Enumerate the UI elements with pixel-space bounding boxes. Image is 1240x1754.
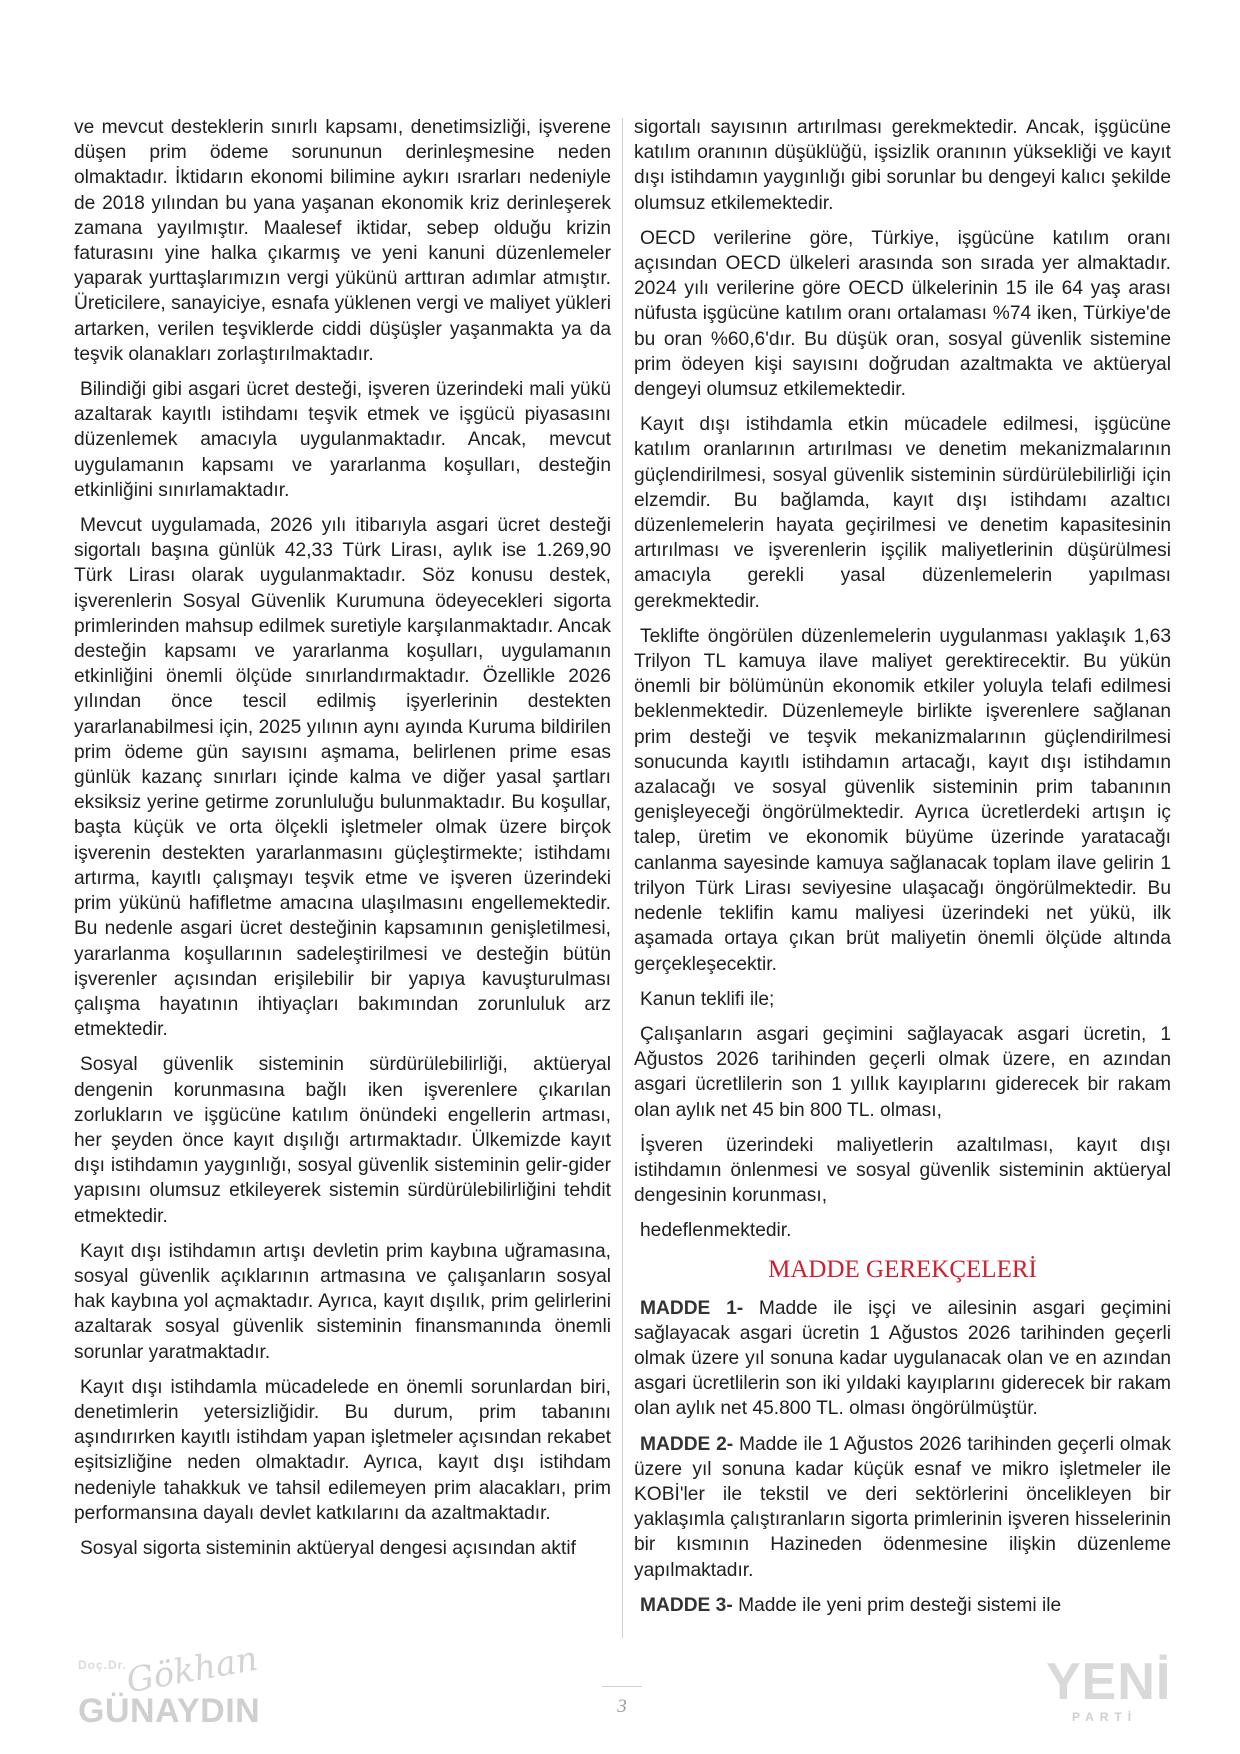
- signature-surname: GÜNAYDIN: [78, 1692, 261, 1730]
- logo-top-text: YENİ: [1046, 1653, 1172, 1711]
- paragraph: Kayıt dışı istihdamla mücadelede en önemli sorunlardan biri, denetimlerin yetersizliğidir. Bu durum, prim tabanını aşındırırken kayıtlı istihdam yapan işletmeler açısından rekabet eşitsizliğine neden olmaktadır. Ayrıca, kayıt dışı istihdam nedeniyle tahakkuk ve tahsil edilemeyen prim alacakları, prim performansına dayalı devlet katkılarını da azaltmaktadır.: [74, 1376, 611, 1524]
- party-logo: [1046, 1652, 1172, 1732]
- paragraph: Kayıt dışı istihdamla etkin mücadele edilmesi, işgücüne katılım oranlarının artırılması ve denetim mekanizmalarının güçlendirilmesi, sosyal güvenlik sisteminin sürdürülebilirliği için elzemdir. Bu bağlamda, kayıt dışı istihdamı azaltıcı düzenlemelerin hayata geçirilmesi ve denetim kapasitesinin artırılması ve işverenlerin işçilik maliyetlerinin düşürülmesi amacıyla gerekli yasal düzenlemelerin yapılması gerekmektedir.: [634, 414, 1171, 612]
- column-divider: [622, 118, 623, 1638]
- article-paragraph: [634, 1593, 1171, 1618]
- page-number: 3: [617, 1696, 627, 1717]
- paragraph: Bilindiği gibi asgari ücret desteği, işveren üzerindeki mali yükü azaltarak kayıtlı istihdamı teşvik etmek ve işgücü piyasasını düzenlemek amacıyla uygulanmaktadır. Ancak, mevcut uygulamanın kapsamı ve yararlanma koşulları, desteğin etkinliğini sınırlamaktadır.: [74, 379, 611, 501]
- paragraph: Kanun teklifi ile;: [640, 988, 775, 1010]
- signature-prefix: Doç.Dr.: [78, 1658, 128, 1672]
- paragraph: sigortalı sayısının artırılması gerekmektedir. Ancak, işgücüne katılım oranının düşüklüğü, işsizlik oranının yüksekliği ve kayıt dışı istihdamın yaygınlığı gibi sorunlar bu dengeyi kalıcı şekilde olumsuz etkilemektedir.: [634, 117, 1171, 214]
- paragraph: Mevcut uygulamada, 2026 yılı itibarıyla asgari ücret desteği sigortalı başına günlük 42,33 Türk Lirası, aylık ise 1.269,90 Türk Lirası olarak uygulanmaktadır. Söz konusu destek, işverenlerin Sosyal Güvenlik Kurumuna ödeyecekleri sigorta primlerinden mahsup edilmek suretiyle karşılanmaktadır. Ancak desteğin kapsamı ve yararlanma koşulları, uygulamanın etkinliğini önemli ölçüde sınırlandırmaktadır. Özellikle 2026 yılından önce tescil edilmiş işyerlerinin destekten yararlanabilmesi için, 2025 yılının aynı ayında Kuruma bildirilen prim ödeme gün sayısını aşmama, belirlenen prime esas günlük kazanç sınırları içinde kalma ve diğer yasal şartları eksiksiz yerine getirme zorunluluğu bulunmaktadır. Bu koşullar, başta küçük ve orta ölçekli işletmeler olmak üzere birçok işverenin destekten yararlanmasını güçleştirmekte; istihdamı artırma, kayıtlı çalışmayı teşvik etme ve işveren üzerindeki prim yükünü hafifletme amacına ulaşılmasını engellemektedir. Bu nedenle asgari ücret desteğinin kapsamının genişletilmesi, yararlanma koşullarının sadeleştirilmesi ve desteğin bütün işverenler açısından erişilebilir bir yapıya kavuşturulması çalışma hayatının ihtiyaçları bakımından zorunluluk arz etmektedir.: [74, 515, 611, 1041]
- right-column: [634, 115, 1171, 1628]
- paragraph: Sosyal güvenlik sisteminin sürdürülebilirliği, aktüeryal dengenin korunmasına bağlı iken işverenlere çıkarılan zorlukların ve işgücüne katılım önündeki engellerin artması, her şeyden önce kayıt dışılığı artırmaktadır. Ülkemizde kayıt dışı istihdamın yaygınlığı, sosyal güvenlik sisteminin gelir-gider yapısını olumsuz etkileyerek sistemin sürdürülebilirliğini tehdit etmektedir.: [74, 1054, 611, 1227]
- article-text: Madde ile 1 Ağustos 2026 tarihinden geçerli olmak üzere yıl sonuna kadar küçük esnaf ve mikro işletmeler ile KOBİ'ler ile tekstil ve deri sektörlerini öncelikleyen bir yaklaşımla çalıştıranların sigorta primlerinin işveren hisselerinin bir kısmının Hazineden ödenmesine ilişkin düzenleme yapılmaktadır.: [634, 1433, 1171, 1581]
- article-text: Madde ile yeni prim desteği sistemi ile: [732, 1594, 1062, 1616]
- paragraph: hedeflenmektedir.: [640, 1220, 792, 1242]
- article-label: MADDE 2-: [640, 1433, 734, 1455]
- footer-rule: [602, 1686, 642, 1687]
- signature-logo: [78, 1638, 261, 1738]
- article-label: MADDE 3-: [640, 1594, 733, 1616]
- article-label: MADDE 1-: [640, 1297, 744, 1319]
- paragraph: ve mevcut desteklerin sınırlı kapsamı, denetimsizliği, işverene düşen prim ödeme sorununun derinleşmesine neden olmaktadır. İktidarın ekonomi bilimine aykırı ısrarları nedeniyle de 2018 yılından bu yana yaşanan ekonomik kriz derinleşerek zamana yayılmıştır. Maalesef iktidar, sebep olduğu krizin faturasını yine halka çıkarmış ve yeni kanuni düzenlemeler yaparak yurttaşlarımızın vergi yükünü arttıran adımlar atmıştır. Üreticilere, sanayiciye, esnafa yüklenen vergi ve maliyet yükleri artarken, verilen teşviklerde ciddi düşüşler yaşanmakta ya da teşvik olanakları zorlaştırılmaktadır.: [74, 117, 611, 365]
- article-paragraph: [634, 1432, 1171, 1583]
- section-heading: MADDE GEREKÇELERİ: [768, 1255, 1037, 1283]
- paragraph: İşveren üzerindeki maliyetlerin azaltılması, kayıt dışı istihdamın önlenmesi ve sosyal güvenlik sisteminin aktüeryal dengesinin korunması,: [634, 1134, 1171, 1207]
- paragraph: Çalışanların asgari geçimini sağlayacak asgari ücretin, 1 Ağustos 2026 tarihinden geçerli olmak üzere, en azından asgari ücretlilerin son 1 yıllık kayıplarını giderecek bir rakam olan aylık net 45 bin 800 TL. olması,: [634, 1023, 1171, 1121]
- logo-bottom-text: PARTİ: [1072, 1710, 1138, 1724]
- paragraph: Kayıt dışı istihdamın artışı devletin prim kaybına uğramasına, sosyal güvenlik açıklarının artmasına ve çalışanların sosyal hak kaybına yol açmaktadır. Ayrıca, kayıt dışılık, prim gelirlerini azaltarak sosyal güvenlik sisteminin finansmanında önemli sorunlar yaratmaktadır.: [74, 1240, 611, 1363]
- paragraph: Teklifte öngörülen düzenlemelerin uygulanması yaklaşık 1,63 Trilyon TL kamuya ilave maliyet gerektirecektir. Bu yükün önemli bir bölümünün ekonomik etkiler yoluyla telafi edilmesi beklenmektedir. Düzenlemeyle birlikte işverenlere sağlanan prim desteği ve teşvik mekanizmalarının güçlendirilmesi sonucunda kayıtlı istihdamın artacağı, kayıt dışı istihdamın azalacağı ve sosyal güvenlik sisteminin prim tabanının genişleyeceği öngörülmektedir. Ayrıca ücretlerdeki artışın iç talep, üretim ve ekonomik büyüme üzerinde yaratacağı canlanma sayesinde kamuya sağlanacak toplam ilave gelirin 1 trilyon Türk Lirası seviyesine ulaşacağı öngörülmektedir. Bu nedenle teklifin kamu maliyesi üzerindeki net yükü, ilk aşamada ortaya çıkan brüt maliyetin önemli ölçüde altında gerçekleşecektir.: [634, 625, 1171, 975]
- left-column: [74, 115, 611, 1571]
- paragraph: OECD verilerine göre, Türkiye, işgücüne katılım oranı açısından OECD ülkeleri arasında son sırada yer almaktadır. 2024 yılı verilerine göre OECD ülkelerinin 15 ile 64 yaş arası nüfusta işgücüne katılım oranı ortalaması %74 iken, Türkiye'de bu oran %60,6'dır. Bu düşük oran, sosyal güvenlik sistemine prim ödeyen kişi sayısını doğrudan azaltmakta ve aktüeryal dengeyi olumsuz etkilemektedir.: [634, 227, 1171, 401]
- paragraph: Sosyal sigorta sisteminin aktüeryal dengesi açısından aktif: [80, 1537, 576, 1559]
- article-paragraph: [634, 1296, 1171, 1422]
- signature-script: Gökhan: [123, 1638, 261, 1702]
- article-text: Madde ile işçi ve ailesinin asgari geçimini sağlayacak asgari ücretin 1 Ağustos 2026 tarihinden geçerli olmak üzere yıl sonuna kadar uygulanacak olan ve en azından asgari ücretlilerin son iki yıldaki kayıplarını giderecek bir rakam olan aylık net 45.800 TL. olması öngörülmüştür.: [634, 1297, 1171, 1420]
